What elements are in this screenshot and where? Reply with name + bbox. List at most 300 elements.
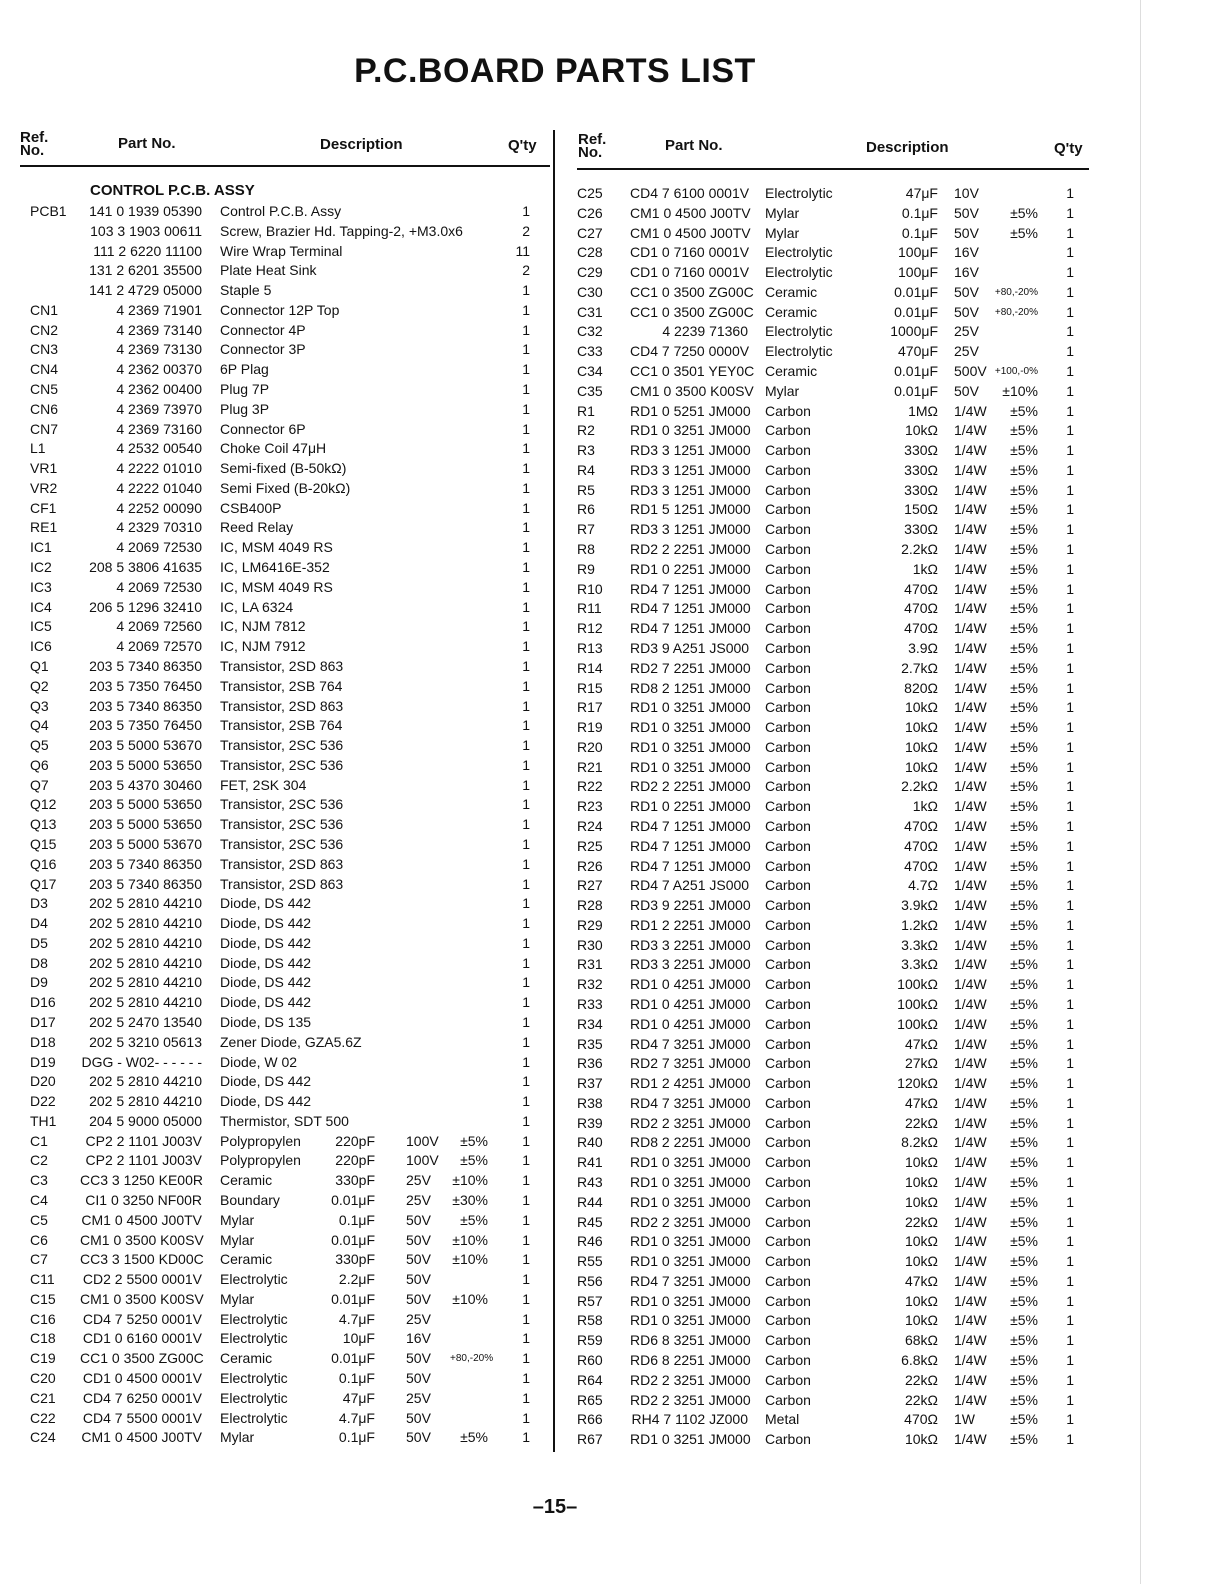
- cell-pn: 203 5 7340 86350: [89, 697, 202, 714]
- cell-ref: R5: [577, 481, 595, 498]
- cell-volt: 1/4W: [954, 1055, 987, 1072]
- header-ref-label: Ref.: [20, 129, 49, 146]
- cell-qty: 1: [1066, 402, 1074, 419]
- cell-volt: 1/4W: [954, 1213, 987, 1230]
- cell-qty: 1: [522, 1013, 530, 1030]
- cell-ref: PCB1: [30, 203, 67, 219]
- cell-qty: 1: [522, 519, 530, 536]
- cell-volt: 1/4W: [954, 798, 987, 815]
- cell-qty: 1: [1066, 738, 1074, 755]
- cell-ref: Q15: [30, 835, 57, 852]
- cell-qty: 1: [1066, 817, 1074, 834]
- cell-desc: Plug 3P: [220, 400, 270, 417]
- cell-pn: RD3 3 1251 JM000: [630, 481, 751, 498]
- cell-qty: 1: [522, 934, 530, 951]
- cell-volt: 1/4W: [954, 1094, 987, 1111]
- cell-ref: R41: [577, 1154, 603, 1171]
- cell-qty: 1: [522, 440, 530, 457]
- cell-pn: RD1 0 3251 JM000: [630, 422, 751, 439]
- cell-desc: Carbon: [765, 976, 811, 993]
- cell-pn: 202 5 2810 44210: [89, 1093, 202, 1110]
- cell-pn: RD1 0 3251 JM000: [630, 1312, 751, 1329]
- cell-volt: 1/4W: [954, 1114, 987, 1131]
- cell-pn: 4 2329 70310: [116, 519, 202, 536]
- cell-desc: Mylar: [220, 1231, 255, 1248]
- cell-ref: IC4: [30, 598, 52, 615]
- cell-volt: 1/4W: [954, 758, 987, 775]
- header-no-label: No.: [578, 144, 603, 161]
- cell-desc: Carbon: [765, 817, 811, 834]
- header-description-right: Description: [866, 139, 949, 156]
- cell-pn: RD1 0 3251 JM000: [630, 1193, 751, 1210]
- header-partno-right: Part No.: [665, 137, 723, 154]
- cell-qty: 1: [1066, 422, 1074, 439]
- cell-pn: CM1 0 4500 J00TV: [630, 204, 751, 221]
- cell-ref: C33: [577, 343, 603, 360]
- cell-qty: 1: [1066, 244, 1074, 261]
- cell-desc: Plate Heat Sink: [220, 262, 317, 279]
- cell-ref: C20: [30, 1370, 56, 1387]
- cell-val: 330pF: [335, 1251, 375, 1268]
- cell-qty: 1: [522, 816, 530, 833]
- cell-desc: Carbon: [765, 699, 811, 716]
- cell-ref: TH1: [30, 1112, 57, 1129]
- cell-desc: Transistor, 2SB 764: [220, 717, 343, 734]
- cell-desc: Polypropylen: [220, 1132, 301, 1149]
- cell-ref: R24: [577, 817, 603, 834]
- cell-qty: 1: [522, 1370, 530, 1387]
- cell-qty: 1: [1066, 995, 1074, 1012]
- cell-pn: CC1 0 3501 YEY0C: [630, 363, 755, 380]
- cell-qty: 1: [1066, 1431, 1074, 1448]
- cell-pn: RD4 7 1251 JM000: [630, 817, 751, 834]
- cell-pn: RD1 0 3251 JM000: [630, 1431, 751, 1448]
- cell-ref: D19: [30, 1053, 56, 1070]
- cell-qty: 1: [1066, 1332, 1074, 1349]
- cell-pn: RD4 7 A251 JS000: [630, 877, 750, 894]
- cell-desc: Diode, DS 442: [220, 1093, 312, 1110]
- cell-volt: 1/4W: [954, 1035, 987, 1052]
- cell-qty: 1: [1066, 897, 1074, 914]
- cell-ref: R37: [577, 1075, 603, 1092]
- cell-ref: C3: [30, 1172, 48, 1189]
- cell-val: 0.1μF: [901, 224, 938, 241]
- cell-desc: IC, MSM 4049 RS: [220, 539, 333, 556]
- cell-ref: IC3: [30, 578, 52, 595]
- cell-ref: D16: [30, 994, 56, 1011]
- cell-ref: R55: [577, 1253, 603, 1270]
- cell-qty: 1: [1066, 1371, 1074, 1388]
- cell-tol: ±5%: [1010, 956, 1038, 973]
- cell-pn: 203 5 5000 53650: [89, 796, 202, 813]
- cell-desc: Carbon: [765, 758, 811, 775]
- cell-ref: R15: [577, 679, 603, 696]
- cell-desc: Electrolytic: [765, 323, 833, 340]
- cell-pn: 4 2069 72530: [116, 539, 202, 556]
- cell-volt: 25V: [954, 323, 979, 340]
- cell-tol: ±5%: [1010, 976, 1038, 993]
- cell-desc: Transistor, 2SC 536: [220, 737, 344, 754]
- cell-val: 10kΩ: [904, 1233, 938, 1250]
- cell-ref: R39: [577, 1114, 603, 1131]
- cell-tol: ±5%: [1010, 679, 1038, 696]
- cell-tol: ±5%: [1010, 600, 1038, 617]
- cell-pn: RD3 3 2251 JM000: [630, 956, 751, 973]
- cell-volt: 50V: [406, 1409, 431, 1426]
- cell-pn: 202 5 2810 44210: [89, 915, 202, 932]
- cell-tol: ±5%: [1010, 1411, 1038, 1428]
- cell-ref: RE1: [30, 519, 58, 536]
- cell-qty: 1: [522, 420, 530, 437]
- cell-val: 2.2kΩ: [901, 541, 938, 558]
- header-rule-left: [20, 165, 550, 167]
- cell-qty: 1: [1066, 1292, 1074, 1309]
- cell-desc: Electrolytic: [220, 1330, 288, 1347]
- cell-tol: ±5%: [1010, 1391, 1038, 1408]
- cell-tol: ±5%: [1010, 402, 1038, 419]
- cell-desc: Connector 3P: [220, 341, 306, 358]
- cell-desc: Transistor, 2SC 536: [220, 756, 344, 773]
- cell-val: 1.2kΩ: [901, 916, 938, 933]
- cell-ref: C30: [577, 283, 603, 300]
- cell-qty: 1: [1066, 204, 1074, 221]
- cell-tol: ±5%: [1010, 1134, 1038, 1151]
- cell-qty: 1: [1066, 343, 1074, 360]
- cell-ref: D17: [30, 1013, 56, 1030]
- cell-qty: 1: [522, 737, 530, 754]
- cell-pn: 103 3 1903 00611: [90, 222, 202, 239]
- cell-val: 2.2μF: [338, 1271, 375, 1288]
- cell-ref: VR1: [30, 460, 58, 477]
- cell-pn: RD3 9 A251 JS000: [630, 639, 750, 656]
- cell-desc: Mylar: [220, 1211, 255, 1228]
- cell-pn: 202 5 2810 44210: [89, 1073, 202, 1090]
- cell-qty: 1: [522, 203, 530, 219]
- cell-pn: CM1 0 4500 J00TV: [630, 224, 751, 241]
- cell-qty: 1: [522, 499, 530, 516]
- cell-volt: 1/4W: [954, 580, 987, 597]
- cell-qty: 1: [522, 855, 530, 872]
- cell-pn: 203 5 7340 86350: [89, 657, 202, 674]
- cell-ref: Q4: [30, 717, 49, 734]
- cell-val: 100kΩ: [897, 1015, 938, 1032]
- cell-val: 47μF: [905, 185, 938, 201]
- page-edge-line: [1140, 0, 1141, 1584]
- cell-qty: 1: [1066, 461, 1074, 478]
- cell-volt: 1/4W: [954, 1431, 987, 1448]
- cell-qty: 1: [1066, 1253, 1074, 1270]
- cell-volt: 1/4W: [954, 699, 987, 716]
- cell-qty: 1: [1066, 1134, 1074, 1151]
- cell-ref: CN1: [30, 301, 59, 318]
- cell-ref: R46: [577, 1233, 603, 1250]
- cell-ref: C1: [30, 1132, 48, 1149]
- cell-volt: 50V: [406, 1429, 431, 1446]
- cell-desc: Carbon: [765, 679, 811, 696]
- cell-pn: CI1 0 3250 NF00R: [85, 1192, 202, 1208]
- cell-desc: Carbon: [765, 1075, 811, 1092]
- cell-desc: Carbon: [765, 422, 811, 439]
- cell-qty: 1: [1066, 857, 1074, 874]
- cell-ref: R36: [577, 1055, 603, 1072]
- cell-ref: R33: [577, 995, 603, 1012]
- cell-tol: ±5%: [1010, 1213, 1038, 1230]
- cell-desc: Reed Relay: [220, 519, 294, 536]
- cell-pn: RD1 5 1251 JM000: [630, 501, 751, 518]
- cell-volt: 1/4W: [954, 995, 987, 1012]
- cell-tol: ±5%: [1010, 1055, 1038, 1072]
- cell-pn: 204 5 9000 05000: [89, 1112, 202, 1129]
- cell-ref: D3: [30, 895, 48, 912]
- cell-ref: Q5: [30, 737, 49, 754]
- cell-ref: R56: [577, 1272, 603, 1289]
- cell-desc: Diode, DS 135: [220, 1013, 312, 1030]
- cell-pn: RD1 0 4251 JM000: [630, 995, 751, 1012]
- cell-val: 330Ω: [904, 481, 938, 498]
- cell-qty: 1: [1066, 699, 1074, 716]
- cell-desc: Carbon: [765, 916, 811, 933]
- cell-qty: 1: [522, 717, 530, 734]
- cell-volt: 16V: [954, 264, 979, 281]
- cell-volt: 25V: [406, 1389, 431, 1406]
- cell-ref: D9: [30, 974, 48, 991]
- cell-ref: R8: [577, 541, 595, 558]
- cell-desc: Carbon: [765, 778, 811, 795]
- cell-tol: ±5%: [1010, 481, 1038, 498]
- cell-pn: DGG - W02- - - - - -: [81, 1053, 202, 1070]
- cell-tol: ±5%: [1010, 1114, 1038, 1131]
- header-ref-right: [578, 133, 606, 159]
- cell-volt: 1/4W: [954, 1292, 987, 1309]
- cell-ref: C16: [30, 1310, 56, 1327]
- cell-ref: Q17: [30, 875, 57, 892]
- cell-qty: 1: [522, 1290, 530, 1307]
- cell-pn: 203 5 7350 76450: [89, 717, 202, 734]
- cell-desc: Carbon: [765, 857, 811, 874]
- cell-volt: 50V: [954, 224, 979, 241]
- cell-ref: R45: [577, 1213, 603, 1230]
- cell-desc: Carbon: [765, 541, 811, 558]
- cell-tol: ±5%: [1010, 1193, 1038, 1210]
- cell-qty: 1: [1066, 323, 1074, 340]
- cell-qty: 1: [522, 1152, 530, 1169]
- cell-ref: C26: [577, 204, 603, 221]
- cell-pn: CD1 0 6160 0001V: [82, 1330, 202, 1347]
- cell-pn: CC3 3 1500 KD00C: [80, 1251, 204, 1268]
- cell-pn: 203 5 5000 53650: [89, 756, 202, 773]
- cell-qty: 1: [522, 479, 530, 496]
- cell-qty: 1: [522, 381, 530, 398]
- cell-desc: IC, NJM 7812: [220, 618, 306, 635]
- cell-val: 470Ω: [904, 1411, 938, 1428]
- cell-pn: 4 2369 73140: [116, 321, 202, 338]
- cell-ref: R2: [577, 422, 595, 439]
- cell-qty: 1: [522, 1211, 530, 1228]
- cell-tol: ±10%: [452, 1251, 488, 1268]
- cell-desc: Carbon: [765, 1134, 811, 1151]
- cell-ref: CN6: [30, 400, 59, 417]
- cell-desc: Electrolytic: [765, 185, 833, 201]
- cell-desc: Transistor, 2SC 536: [220, 835, 344, 852]
- cell-tol: +80,-20%: [994, 306, 1038, 318]
- cell-volt: 1/4W: [954, 1312, 987, 1329]
- cell-ref: R9: [577, 560, 595, 577]
- cell-pn: CD1 0 4500 0001V: [82, 1370, 202, 1387]
- cell-qty: 1: [522, 1271, 530, 1288]
- cell-qty: 1: [522, 539, 530, 556]
- cell-ref: C18: [30, 1330, 56, 1347]
- cell-pn: CD4 7 5250 0001V: [82, 1310, 202, 1327]
- cell-qty: 1: [1066, 521, 1074, 538]
- cell-desc: FET, 2SK 304: [220, 776, 307, 793]
- cell-qty: 1: [1066, 758, 1074, 775]
- cell-pn: RD2 2 3251 JM000: [630, 1114, 751, 1131]
- cell-ref: Q1: [30, 657, 49, 674]
- cell-desc: Electrolytic: [765, 343, 833, 360]
- cell-pn: 4 2222 01040: [116, 479, 202, 496]
- cell-desc: Carbon: [765, 1332, 811, 1349]
- cell-volt: 1/4W: [954, 1134, 987, 1151]
- cell-desc: Polypropylen: [220, 1152, 301, 1169]
- cell-desc: Diode, DS 442: [220, 994, 312, 1011]
- cell-pn: 4 2069 72530: [116, 578, 202, 595]
- cell-val: 47μF: [342, 1389, 375, 1406]
- cell-volt: 10V: [954, 185, 979, 201]
- cell-pn: RD3 3 2251 JM000: [630, 936, 751, 953]
- cell-pn: 4 2369 73130: [116, 341, 202, 358]
- cell-val: 470Ω: [904, 837, 938, 854]
- cell-qty: 1: [1066, 798, 1074, 815]
- cell-volt: 25V: [406, 1310, 431, 1327]
- cell-val: 100kΩ: [897, 995, 938, 1012]
- cell-ref: C32: [577, 323, 603, 340]
- cell-ref: R43: [577, 1174, 603, 1190]
- cell-val: 330pF: [335, 1172, 375, 1189]
- cell-volt: 1/4W: [954, 1193, 987, 1210]
- cell-pn: 131 2 6201 35500: [89, 262, 202, 279]
- cell-val: 6.8kΩ: [901, 1352, 938, 1369]
- cell-pn: CD4 7 6100 0001V: [630, 185, 750, 201]
- cell-desc: Diode, DS 442: [220, 934, 312, 951]
- cell-val: 330Ω: [904, 461, 938, 478]
- cell-tol: ±5%: [1010, 560, 1038, 577]
- cell-volt: 25V: [954, 343, 979, 360]
- cell-tol: ±5%: [1010, 224, 1038, 241]
- cell-volt: 1/4W: [954, 1015, 987, 1032]
- cell-tol: ±5%: [1010, 521, 1038, 538]
- cell-pn: RD8 2 1251 JM000: [630, 679, 751, 696]
- cell-pn: RD1 0 5251 JM000: [630, 402, 751, 419]
- cell-ref: R20: [577, 738, 603, 755]
- cell-val: 0.1μF: [901, 204, 938, 221]
- cell-qty: 1: [1066, 877, 1074, 894]
- cell-ref: R57: [577, 1292, 603, 1309]
- cell-val: 100μF: [898, 244, 938, 261]
- cell-pn: RD1 2 4251 JM000: [630, 1075, 751, 1092]
- cell-ref: R12: [577, 620, 603, 637]
- cell-qty: 1: [522, 282, 530, 299]
- cell-ref: D8: [30, 954, 48, 971]
- cell-ref: R66: [577, 1411, 603, 1428]
- cell-desc: Diode, W 02: [220, 1053, 298, 1070]
- cell-val: 820Ω: [904, 679, 938, 696]
- cell-ref: C4: [30, 1192, 48, 1208]
- section-heading: CONTROL P.C.B. ASSY: [90, 182, 255, 199]
- cell-qty: 1: [522, 638, 530, 655]
- cell-desc: Transistor, 2SB 764: [220, 677, 343, 694]
- cell-tol: ±5%: [1010, 1075, 1038, 1092]
- cell-desc: Carbon: [765, 1272, 811, 1289]
- page-number: –15–: [532, 1496, 578, 1518]
- cell-qty: 1: [1066, 1174, 1074, 1190]
- cell-desc: Carbon: [765, 1292, 811, 1309]
- header-qty-right: Q'ty: [1054, 140, 1083, 157]
- cell-pn: RD1 0 3251 JM000: [630, 1233, 751, 1250]
- cell-val: 100kΩ: [897, 976, 938, 993]
- cell-tol: +80,-20%: [450, 1353, 494, 1365]
- cell-volt: 1/4W: [954, 501, 987, 518]
- cell-val: 2.2kΩ: [901, 778, 938, 795]
- cell-ref: C34: [577, 363, 603, 380]
- cell-ref: C5: [30, 1211, 48, 1228]
- cell-qty: 1: [522, 618, 530, 635]
- cell-desc: Carbon: [765, 620, 811, 637]
- cell-desc: Semi-fixed (B-50kΩ): [220, 460, 347, 477]
- cell-volt: 1/4W: [954, 1154, 987, 1171]
- cell-pn: 4 2369 73970: [116, 400, 202, 417]
- cell-pn: RD1 0 3251 JM000: [630, 1154, 751, 1171]
- cell-pn: 203 5 4370 30460: [89, 776, 202, 793]
- cell-pn: 202 5 2810 44210: [89, 954, 202, 971]
- cell-val: 120kΩ: [897, 1075, 938, 1092]
- cell-val: 10kΩ: [904, 422, 938, 439]
- cell-qty: 1: [522, 954, 530, 971]
- cell-ref: R3: [577, 442, 595, 459]
- cell-ref: IC1: [30, 539, 52, 556]
- cell-ref: Q13: [30, 816, 57, 833]
- cell-val: 0.01μF: [894, 283, 938, 300]
- cell-qty: 1: [1066, 936, 1074, 953]
- cell-volt: 25V: [406, 1172, 431, 1189]
- cell-val: 10kΩ: [904, 1431, 938, 1448]
- cell-pn: RD2 7 3251 JM000: [630, 1055, 751, 1072]
- cell-desc: Transistor, 2SD 863: [220, 875, 344, 892]
- cell-tol: ±5%: [1010, 620, 1038, 637]
- cell-ref: R10: [577, 580, 603, 597]
- cell-desc: Screw, Brazier Hd. Tapping-2, +M3.0x6: [220, 222, 463, 239]
- cell-pn: RD1 0 3251 JM000: [630, 1253, 751, 1270]
- cell-desc: Carbon: [765, 1213, 811, 1230]
- cell-volt: 50V: [406, 1350, 431, 1367]
- cell-val: 4.7Ω: [908, 877, 938, 894]
- cell-pn: RD1 0 4251 JM000: [630, 1015, 751, 1032]
- cell-pn: RD4 7 1251 JM000: [630, 837, 751, 854]
- cell-desc: Ceramic: [765, 283, 818, 300]
- cell-qty: 1: [522, 1053, 530, 1070]
- cell-ref: CN5: [30, 381, 59, 398]
- cell-desc: Carbon: [765, 1154, 811, 1171]
- cell-qty: 1: [1066, 976, 1074, 993]
- cell-qty: 1: [1066, 1015, 1074, 1032]
- cell-volt: 1/4W: [954, 1352, 987, 1369]
- cell-desc: Choke Coil 47μH: [220, 440, 327, 457]
- cell-qty: 1: [522, 974, 530, 991]
- cell-volt: 1/4W: [954, 976, 987, 993]
- cell-pn: 111 2 6220 11100: [93, 242, 202, 259]
- cell-qty: 1: [1066, 679, 1074, 696]
- cell-pn: 4 2069 72570: [116, 638, 202, 655]
- cell-desc: Carbon: [765, 719, 811, 736]
